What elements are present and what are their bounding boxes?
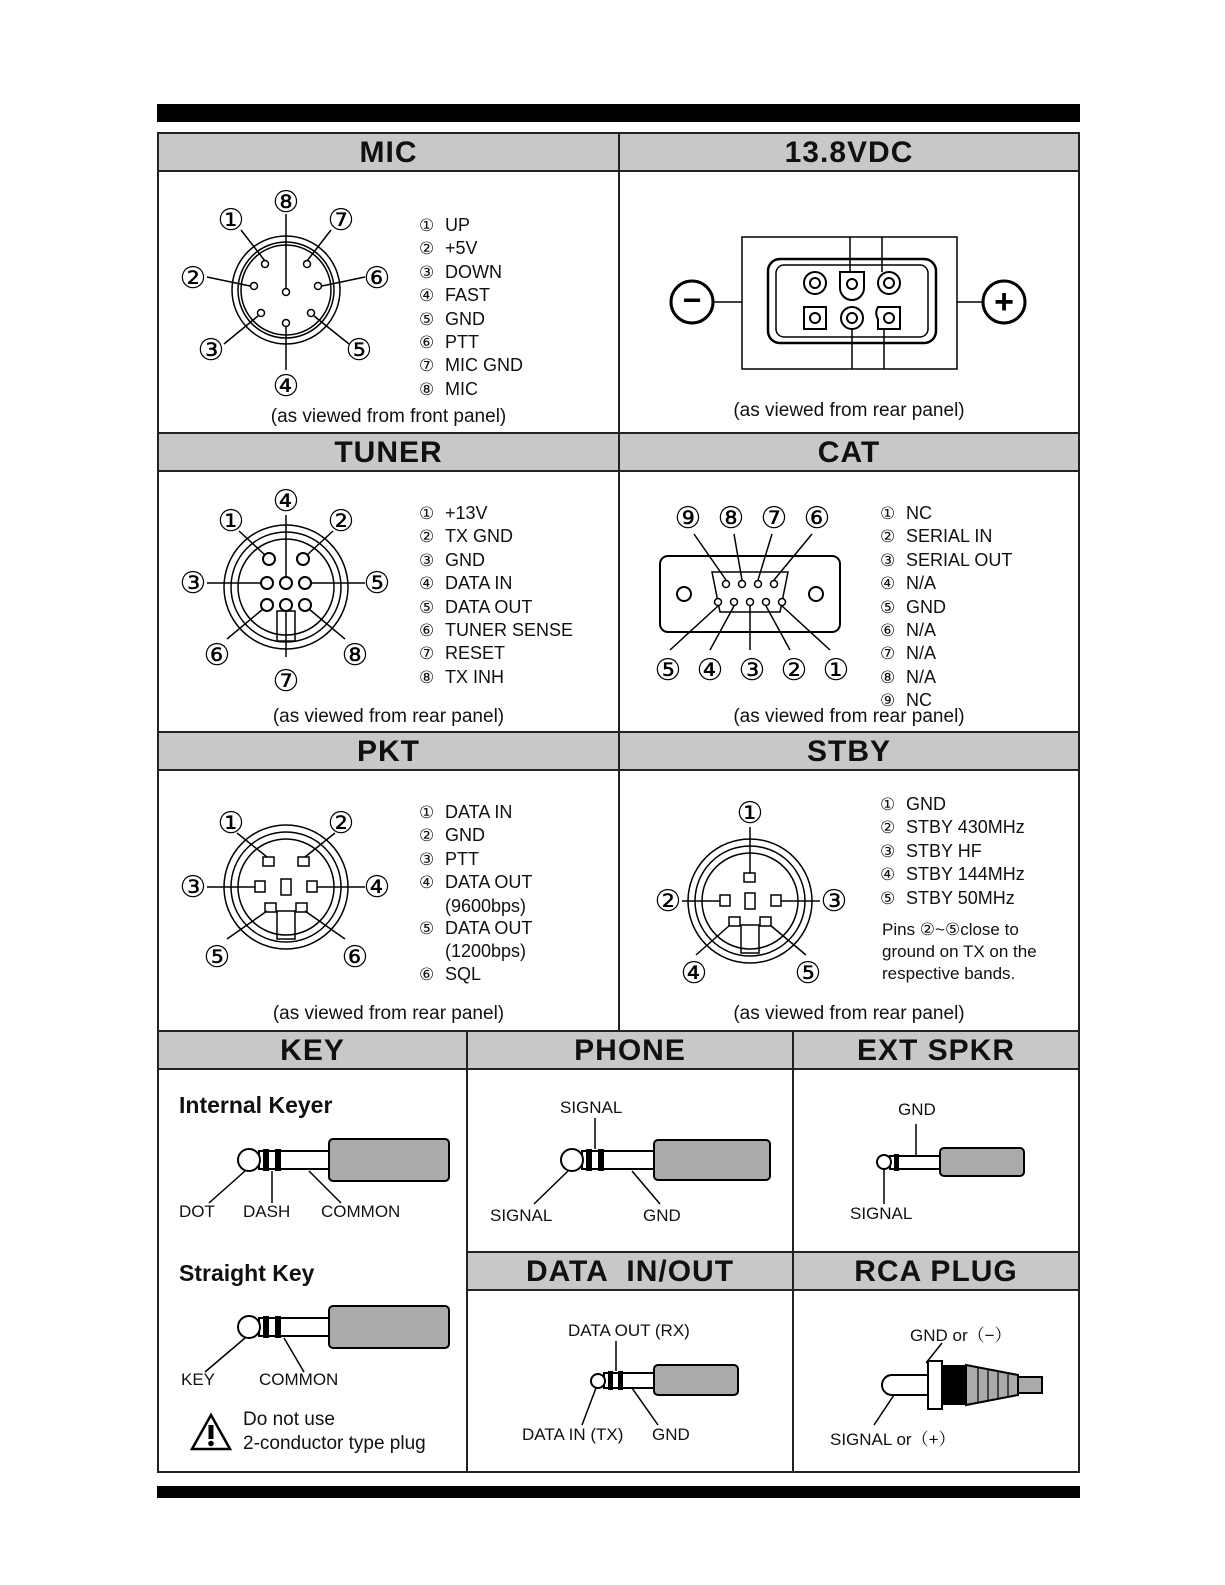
list-item: (1200bps) bbox=[445, 941, 527, 962]
tuner-panel bbox=[157, 432, 620, 733]
tuner-pin-7-marker: ⑦ bbox=[272, 665, 300, 698]
cat-pin-6-marker: ⑥ bbox=[803, 502, 831, 535]
cat-pin-2-marker: ② bbox=[780, 654, 808, 687]
warning-line: 2-conductor type plug bbox=[243, 1433, 426, 1454]
straight-common-label: COMMON bbox=[259, 1370, 339, 1389]
pkt-pin-5-marker: ⑤ bbox=[203, 941, 231, 974]
stby-title: STBY bbox=[620, 733, 1078, 771]
mic-caption: (as viewed from front panel) bbox=[270, 406, 507, 427]
stby-note-line: ground on TX on the bbox=[882, 942, 1037, 961]
cat-pin-7-marker: ⑦ bbox=[760, 502, 788, 535]
list-item: ② TX GND bbox=[419, 526, 514, 547]
data-io-panel bbox=[466, 1251, 794, 1473]
phone-title: PHONE bbox=[468, 1032, 792, 1070]
mic-panel bbox=[157, 132, 620, 434]
list-item: ① UP bbox=[419, 215, 471, 235]
tuner-pin-6-marker: ⑥ bbox=[203, 639, 231, 672]
dash-label: DASH bbox=[243, 1202, 291, 1221]
cat-pin-8-marker: ⑧ bbox=[717, 502, 745, 535]
list-item: ③ DOWN bbox=[419, 261, 502, 282]
stby-note-line: Pins ②~⑤close to bbox=[882, 920, 1019, 939]
list-item: ⑨ NC bbox=[880, 690, 932, 711]
tuner-pin-list bbox=[419, 502, 573, 689]
list-item: ④ STBY 144MHz bbox=[880, 864, 1025, 885]
phone-plug-diagram bbox=[468, 1118, 788, 1218]
cat-pin-list bbox=[880, 502, 1012, 713]
stby-panel bbox=[618, 731, 1080, 1032]
list-item: ① GND bbox=[880, 794, 946, 814]
minus-icon: − bbox=[682, 282, 702, 318]
mic-pin-8-marker: ⑧ bbox=[272, 186, 300, 219]
mic-title: MIC bbox=[159, 134, 618, 172]
cat-pin-9-marker: ⑨ bbox=[674, 502, 702, 535]
phone-gnd-label: GND bbox=[643, 1206, 681, 1225]
tuner-pin-5-marker: ⑤ bbox=[363, 567, 391, 600]
list-item: ③ STBY HF bbox=[880, 840, 982, 861]
list-item: ⑤ DATA OUT bbox=[419, 918, 533, 939]
ext-spkr-panel bbox=[792, 1030, 1080, 1253]
warning-line: Do not use bbox=[243, 1409, 335, 1430]
rca-signal-label: SIGNAL or（+） bbox=[830, 1430, 956, 1449]
list-item: ⑥ N/A bbox=[880, 620, 937, 641]
list-item: ⑥ PTT bbox=[419, 332, 479, 353]
pkt-pin-3-marker: ③ bbox=[179, 871, 207, 904]
list-item: (9600bps) bbox=[445, 895, 527, 916]
pkt-caption: (as viewed from rear panel) bbox=[272, 1003, 505, 1024]
list-item: ① NC bbox=[880, 503, 932, 523]
rca-title: RCA PLUG bbox=[794, 1253, 1078, 1291]
stby-pin-5-marker: ⑤ bbox=[794, 957, 822, 990]
dc-panel bbox=[618, 132, 1080, 434]
mic-connector-diagram bbox=[169, 184, 409, 404]
straight-key-title: Straight Key bbox=[179, 1260, 315, 1286]
list-item: ④ FAST bbox=[419, 285, 491, 306]
list-item: ⑤ GND bbox=[880, 596, 946, 617]
stby-caption: (as viewed from rear panel) bbox=[733, 1003, 965, 1024]
dot-label: DOT bbox=[179, 1202, 215, 1221]
list-item: ③ SERIAL OUT bbox=[880, 549, 1013, 570]
list-item: ② STBY 430MHz bbox=[880, 817, 1025, 838]
tuner-pin-4-marker: ④ bbox=[272, 485, 300, 518]
stby-pin-1-marker: ① bbox=[736, 797, 764, 830]
list-item: ⑦ MIC GND bbox=[419, 355, 523, 376]
mic-pin-1-marker: ① bbox=[217, 204, 245, 237]
cat-pin-1-marker: ① bbox=[822, 654, 850, 687]
list-item: ① +13V bbox=[419, 503, 488, 523]
cat-pin-3-marker: ③ bbox=[738, 654, 766, 687]
list-item: ⑤ GND bbox=[419, 308, 485, 329]
pkt-pin-list bbox=[419, 801, 532, 986]
stby-note bbox=[882, 919, 1037, 985]
pkt-pin-2-marker: ② bbox=[327, 807, 355, 840]
list-item: ⑦ N/A bbox=[880, 643, 937, 664]
list-item: ① DATA IN bbox=[419, 802, 513, 822]
list-item: ② +5V bbox=[419, 238, 478, 259]
stby-pin-4-marker: ④ bbox=[680, 957, 708, 990]
cat-caption: (as viewed from rear panel) bbox=[733, 706, 965, 727]
cat-panel bbox=[618, 432, 1080, 733]
dc-caption: (as viewed from rear panel) bbox=[733, 400, 965, 421]
warning-icon bbox=[189, 1412, 233, 1452]
mic-pin-6-marker: ⑥ bbox=[363, 262, 391, 295]
tuner-title: TUNER bbox=[159, 434, 618, 472]
list-item: ⑦ RESET bbox=[419, 643, 506, 664]
data-io-title: DATA IN/OUT bbox=[468, 1253, 792, 1291]
pkt-panel bbox=[157, 731, 620, 1032]
stby-pin-list bbox=[880, 793, 1025, 910]
stby-pin-2-marker: ② bbox=[654, 885, 682, 918]
plus-icon: + bbox=[994, 283, 1014, 321]
pkt-connector-diagram bbox=[169, 781, 409, 991]
data-in-label: DATA IN (TX) bbox=[522, 1425, 624, 1444]
dc-connector-diagram bbox=[650, 229, 1070, 389]
ext-spkr-plug-diagram bbox=[794, 1120, 1074, 1220]
mic-pin-2-marker: ② bbox=[179, 262, 207, 295]
list-item: ⑧ N/A bbox=[880, 666, 937, 687]
data-io-plug-diagram bbox=[468, 1341, 788, 1441]
cat-pin-5-marker: ⑤ bbox=[654, 654, 682, 687]
rca-gnd-label: GND or（−） bbox=[910, 1326, 1012, 1345]
list-item: ⑥ SQL bbox=[419, 963, 482, 984]
tuner-connector-diagram bbox=[169, 479, 409, 699]
list-item: ④ N/A bbox=[880, 573, 937, 594]
pkt-pin-4-marker: ④ bbox=[363, 871, 391, 904]
list-item: ⑤ DATA OUT bbox=[419, 596, 533, 617]
key-title: KEY bbox=[159, 1032, 466, 1070]
rca-panel bbox=[792, 1251, 1080, 1473]
stby-note-line: respective bands. bbox=[882, 964, 1016, 983]
key-panel bbox=[157, 1030, 468, 1473]
ext-spkr-gnd-label: GND bbox=[898, 1100, 936, 1119]
key-label: KEY bbox=[181, 1370, 216, 1389]
tuner-pin-2-marker: ② bbox=[327, 505, 355, 538]
list-item: ⑧ MIC bbox=[419, 378, 478, 399]
mic-pin-7-marker: ⑦ bbox=[327, 204, 355, 237]
cat-connector-diagram bbox=[640, 494, 900, 694]
list-item: ③ GND bbox=[419, 549, 485, 570]
common-label: COMMON bbox=[321, 1202, 401, 1221]
top-rule bbox=[157, 104, 1080, 122]
list-item: ⑤ STBY 50MHz bbox=[880, 887, 1015, 908]
stby-connector-diagram bbox=[630, 783, 880, 1003]
internal-keyer-title: Internal Keyer bbox=[179, 1092, 333, 1118]
data-out-label: DATA OUT (RX) bbox=[568, 1321, 690, 1340]
mic-pin-4-marker: ④ bbox=[272, 370, 300, 403]
pkt-pin-1-marker: ① bbox=[217, 807, 245, 840]
pkt-title: PKT bbox=[159, 733, 618, 771]
list-item: ④ DATA OUT bbox=[419, 872, 533, 893]
list-item: ③ PTT bbox=[419, 848, 479, 869]
list-item: ④ DATA IN bbox=[419, 573, 513, 594]
phone-panel bbox=[466, 1030, 794, 1253]
warning-text bbox=[243, 1408, 426, 1456]
list-item: ② SERIAL IN bbox=[880, 526, 993, 547]
tuner-caption: (as viewed from rear panel) bbox=[272, 706, 505, 727]
pkt-pin-6-marker: ⑥ bbox=[341, 941, 369, 974]
bottom-rule bbox=[157, 1486, 1080, 1498]
tuner-pin-8-marker: ⑧ bbox=[341, 639, 369, 672]
phone-signal-bottom-label: SIGNAL bbox=[490, 1206, 553, 1225]
dc-title: 13.8VDC bbox=[620, 134, 1078, 172]
list-item: ⑧ TX INH bbox=[419, 666, 505, 687]
phone-signal-top-label: SIGNAL bbox=[560, 1098, 623, 1117]
mic-pin-5-marker: ⑤ bbox=[345, 334, 373, 367]
mic-pin-3-marker: ③ bbox=[197, 334, 225, 367]
ext-spkr-signal-label: SIGNAL bbox=[850, 1204, 913, 1223]
data-io-gnd-label: GND bbox=[652, 1425, 690, 1444]
list-item: ⑥ TUNER SENSE bbox=[419, 620, 574, 641]
ext-spkr-title: EXT SPKR bbox=[794, 1032, 1078, 1070]
list-item: ② GND bbox=[419, 825, 485, 846]
cat-pin-4-marker: ④ bbox=[696, 654, 724, 687]
cat-title: CAT bbox=[620, 434, 1078, 472]
tuner-pin-1-marker: ① bbox=[217, 505, 245, 538]
stby-pin-3-marker: ③ bbox=[820, 885, 848, 918]
tuner-pin-3-marker: ③ bbox=[179, 567, 207, 600]
mic-pin-list bbox=[419, 214, 523, 401]
